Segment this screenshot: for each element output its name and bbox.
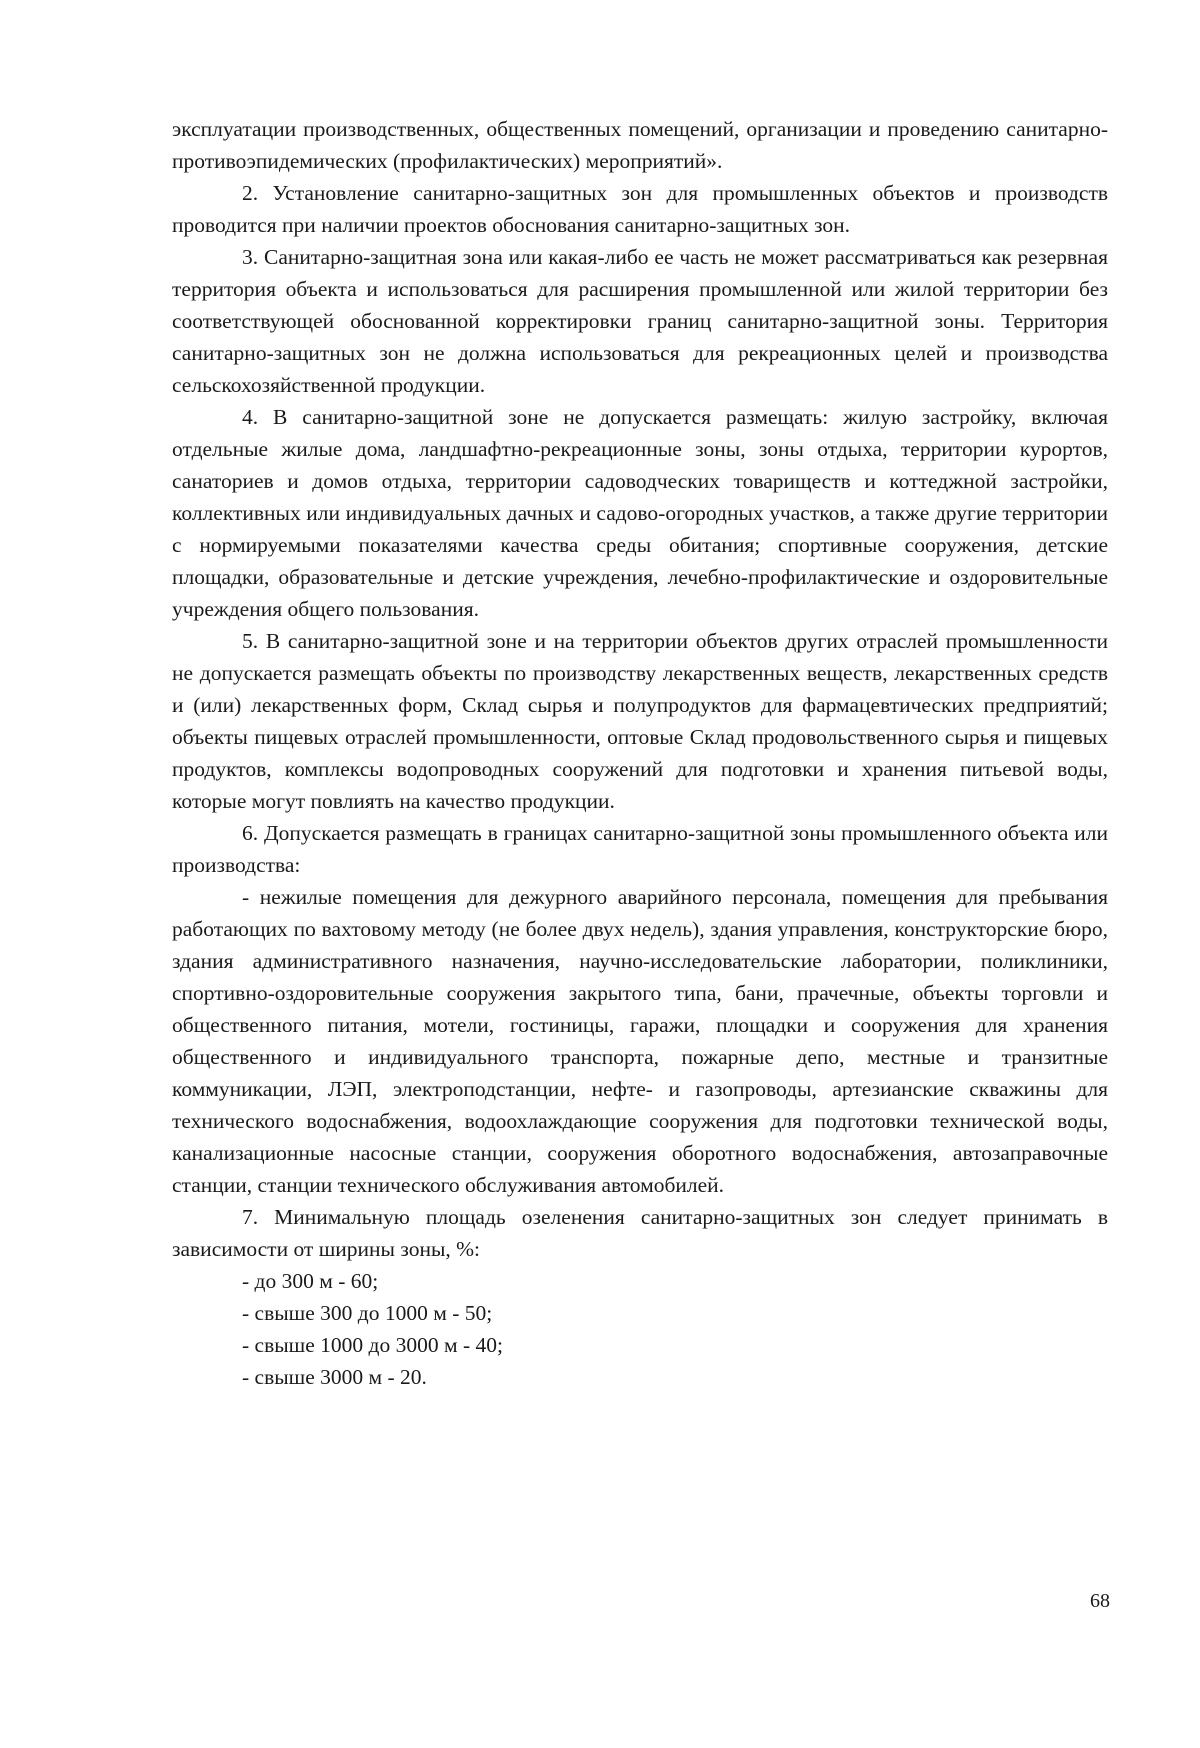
- paragraph-item-4: 4. В санитарно-защитной зоне не допускается размещать: жилую застройку, включая отдельные жилые дома, ландшафтно-рекреационные зоны, зоны отдыха, территории курортов, санаториев и домов отдыха, территории садоводческих товариществ и коттеджной застройки, коллективных или индивидуальных дачных и садово-огородных участков, а также другие территории с нормируемыми показателями качества среды обитания; спортивные сооружения, детские площадки, образовательные и детские учреждения, лечебно-профилактические и оздоровительные учреждения общего пользования.: [172, 405, 1108, 621]
- list-item-greening-1: - до 300 м - 60;: [242, 1269, 379, 1293]
- paragraph-item-5: 5. В санитарно-защитной зоне и на территории объектов других отраслей промышленности не допускается размещать объекты по производству лекарственных веществ, лекарственных средств и (или) лекарственных форм, Склад сырья и полупродуктов для фармацевтических предприятий; объекты пищевых отраслей промышленности, оптовые Склад продовольственного сырья и пищевых продуктов, комплексы водопроводных сооружений для подготовки и хранения питьевой воды, которые могут повлиять на качество продукции.: [172, 629, 1108, 813]
- paragraph-item-6: 6. Допускается размещать в границах санитарно-защитной зоны промышленного объекта или производства:: [172, 821, 1108, 877]
- list-item-greening-3: - свыше 1000 до 3000 м - 40;: [242, 1333, 503, 1357]
- paragraph-continuation: эксплуатации производственных, общественных помещений, организации и проведению санитарно-противоэпидемических (профилактических) мероприятий».: [172, 117, 1108, 173]
- paragraph-item-2: 2. Установление санитарно-защитных зон для промышленных объектов и производств проводится при наличии проектов обоснования санитарно-защитных зон.: [172, 181, 1108, 237]
- paragraph-item-6-dash: - нежилые помещения для дежурного аварийного персонала, помещения для пребывания работающих по вахтовому методу (не более двух недель), здания управления, конструкторские бюро, здания административного назначения, научно-исследовательские лаборатории, поликлиники, спортивно-оздоровительные сооружения закрытого типа, бани, прачечные, объекты торговли и общественного питания, мотели, гостиницы, гаражи, площадки и сооружения для хранения общественного и индивидуального транспорта, пожарные депо, местные и транзитные коммуникации, ЛЭП, электроподстанции, нефте- и газопроводы, артезианские скважины для технического водоснабжения, водоохлаждающие сооружения для подготовки технической воды, канализационные насосные станции, сооружения оборотного водоснабжения, автозаправочные станции, станции технического обслуживания автомобилей.: [172, 885, 1108, 1197]
- page-number: 68: [1090, 1590, 1110, 1612]
- list-item-greening-2: - свыше 300 до 1000 м - 50;: [242, 1301, 493, 1325]
- document-body: [172, 113, 1108, 1393]
- paragraph-item-7: 7. Минимальную площадь озеленения санитарно-защитных зон следует принимать в зависимости от ширины зоны, %:: [172, 1205, 1108, 1261]
- paragraph-item-3: 3. Санитарно-защитная зона или какая-либо ее часть не может рассматриваться как резервная территория объекта и использоваться для расширения промышленной или жилой территории без соответствующей обоснованной корректировки границ санитарно-защитной зоны. Территория санитарно-защитных зон не должна использоваться для рекреационных целей и производства сельскохозяйственной продукции.: [172, 245, 1108, 397]
- list-item-greening-4: - свыше 3000 м - 20.: [242, 1365, 427, 1389]
